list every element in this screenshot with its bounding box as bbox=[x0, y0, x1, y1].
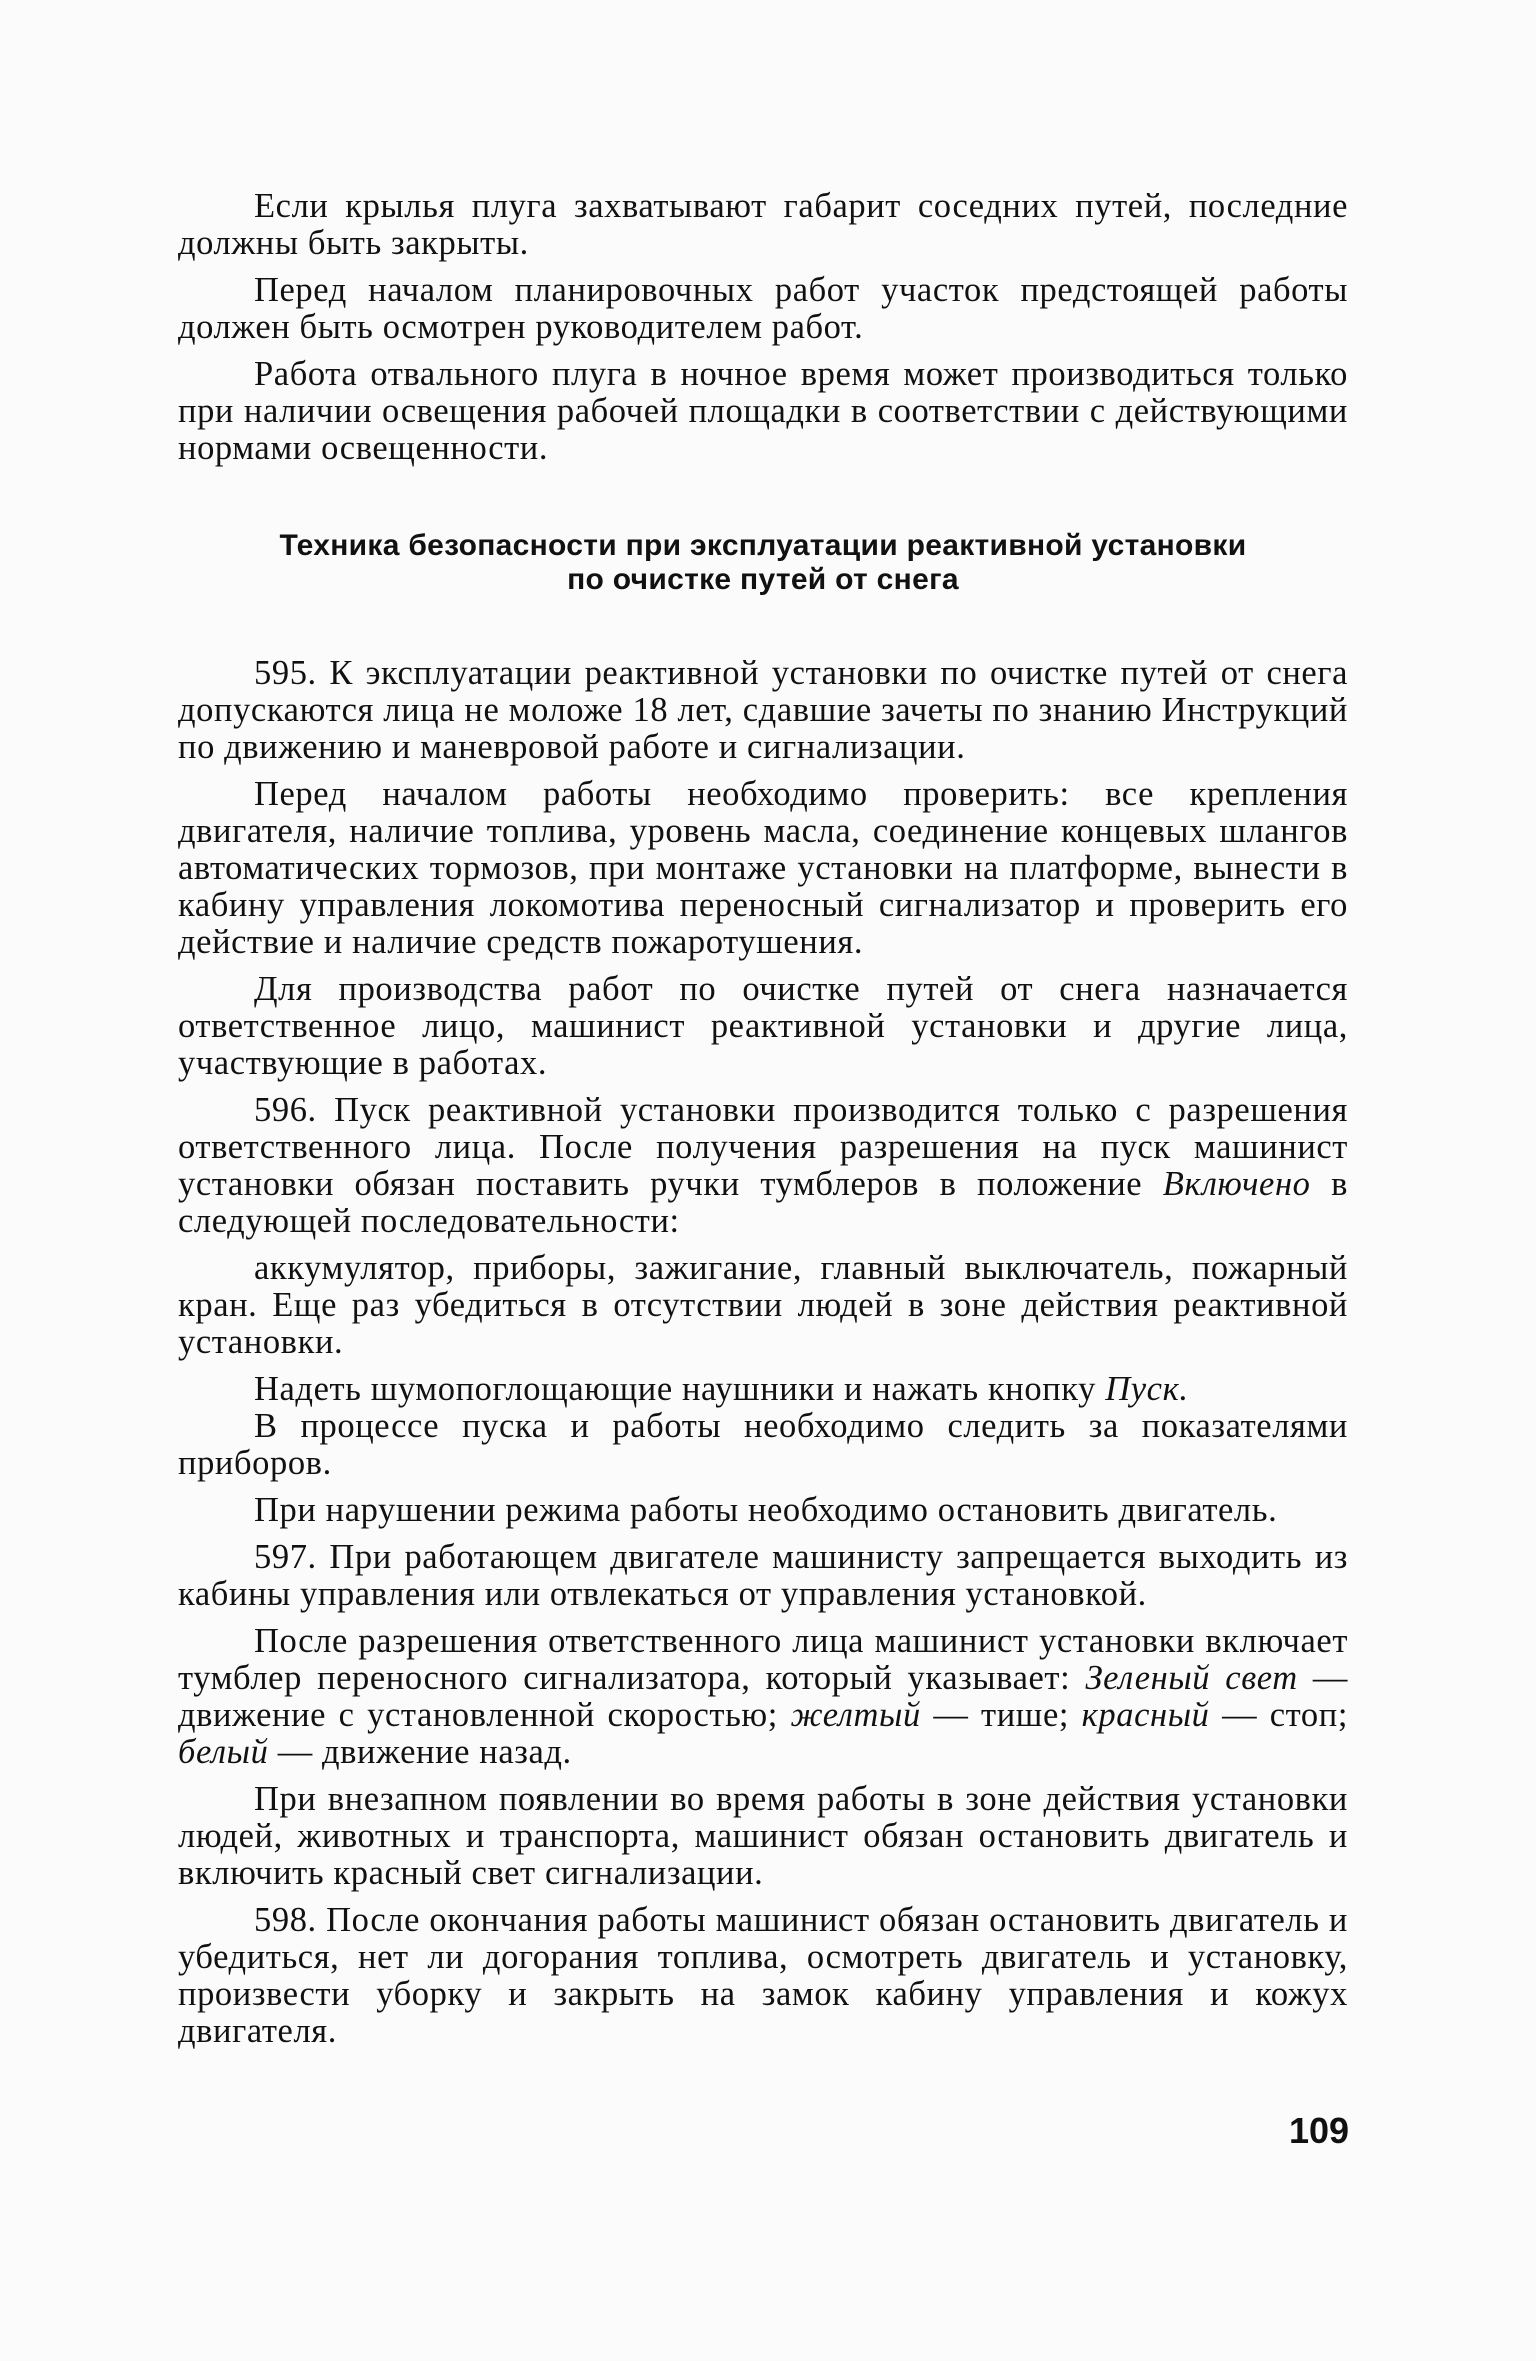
heading-line-2: по очистке путей от снега bbox=[567, 563, 959, 596]
paragraph-598: 598. После окончания работы машинист обязан остановить двигатель и убедиться, нет ли догорания топлива, осмотреть двигатель и установку, произвести уборку и закрыть на замок кабину управления и кожух двигателя. bbox=[178, 1901, 1348, 2050]
paragraph-sudden-appearance: При внезапном появлении во время работы в зоне действия установки людей, животных и транспорта, машинист обязан остановить двигатель и включить красный свет сигнализации. bbox=[178, 1780, 1348, 1892]
paragraph-595: 595. К эксплуатации реактивной установки по очистке путей от снега допускаются лица не моложе 18 лет, сдавшие зачеты по знанию Инструкций по движению и маневровой работе и сигнализации. bbox=[178, 654, 1348, 766]
text-green: Зеленый свет bbox=[1085, 1659, 1298, 1697]
paragraph-violation: При нарушении режима работы необходимо остановить двигатель. bbox=[254, 1491, 1278, 1529]
paragraph-596 bbox=[178, 1092, 1348, 1240]
text-596-em: Включено bbox=[1162, 1165, 1311, 1203]
text-white: белый bbox=[178, 1733, 269, 1771]
text-596-a: 596. Пуск реактивной установки производится только с разрешения ответственного лица. После получения разрешения на пуск машинист установки обязан поставить ручки тумблеров в положение bbox=[178, 1091, 1348, 1203]
paragraph-night-work: Работа отвального плуга в ночное время может производиться только при наличии освещения рабочей площадки в соответствии с действующими нормами освещенности. bbox=[178, 355, 1348, 467]
text-signal-c: — тише; bbox=[920, 1696, 1082, 1734]
paragraph-planning-inspection: Перед началом планировочных работ участок предстоящей работы должен быть осмотрен руководителем работ. bbox=[178, 271, 1348, 346]
paragraph-plough-wings: Если крылья плуга захватывают габарит соседних путей, последние должны быть закрыты. bbox=[178, 187, 1348, 262]
text-start-em: Пуск. bbox=[1105, 1370, 1189, 1408]
paragraph-responsible-person: Для производства работ по очистке путей от снега назначается ответственное лицо, машинист реактивной установки и другие лица, участвующие в работах. bbox=[178, 970, 1348, 1082]
paragraph-sequence: аккумулятор, приборы, зажигание, главный выключатель, пожарный кран. Еще раз убедиться в отсутствии людей в зоне действия реактивной установки. bbox=[178, 1249, 1348, 1361]
paragraph-597: 597. При работающем двигателе машинисту запрещается выходить из кабины управления или отвлекаться от управления установкой. bbox=[178, 1538, 1348, 1613]
paragraph-monitor: В процессе пуска и работы необходимо следить за показателями приборов. bbox=[178, 1407, 1348, 1482]
text-signal-b: — движение с установленной скоростью; bbox=[178, 1659, 1348, 1734]
text-red: красный bbox=[1081, 1696, 1210, 1734]
text-signal-d: — стоп; bbox=[1209, 1696, 1349, 1734]
text-signal-e: — движение назад. bbox=[268, 1733, 572, 1771]
text-596-b: в следующей последовательности: bbox=[178, 1165, 1348, 1240]
paragraph-pre-work-check: Перед началом работы необходимо проверить: все крепления двигателя, наличие топлива, уровень масла, соединение концевых шлангов автоматических тормозов, при монтаже установки на платформе, вынести в кабину управления локомотива переносный сигнализатор и проверить его действие и наличие средств пожаротушения. bbox=[178, 775, 1348, 961]
text-signal-a: После разрешения ответственного лица машинист установки включает тумблер переносного сигнализатора, который указывает: bbox=[178, 1622, 1348, 1697]
text-yellow: желтый bbox=[790, 1696, 921, 1734]
section-heading bbox=[178, 529, 1348, 597]
paragraph-headphones bbox=[178, 1371, 1348, 1408]
text-headphones-a: Надеть шумопоглощающие наушники и нажать кнопку bbox=[254, 1370, 1106, 1408]
page-number: 109 bbox=[1289, 2110, 1350, 2151]
page-body bbox=[178, 188, 1348, 2050]
paragraph-signalizer bbox=[178, 1623, 1348, 1771]
heading-line-1: Техника безопасности при эксплуатации реактивной установки bbox=[279, 529, 1247, 562]
